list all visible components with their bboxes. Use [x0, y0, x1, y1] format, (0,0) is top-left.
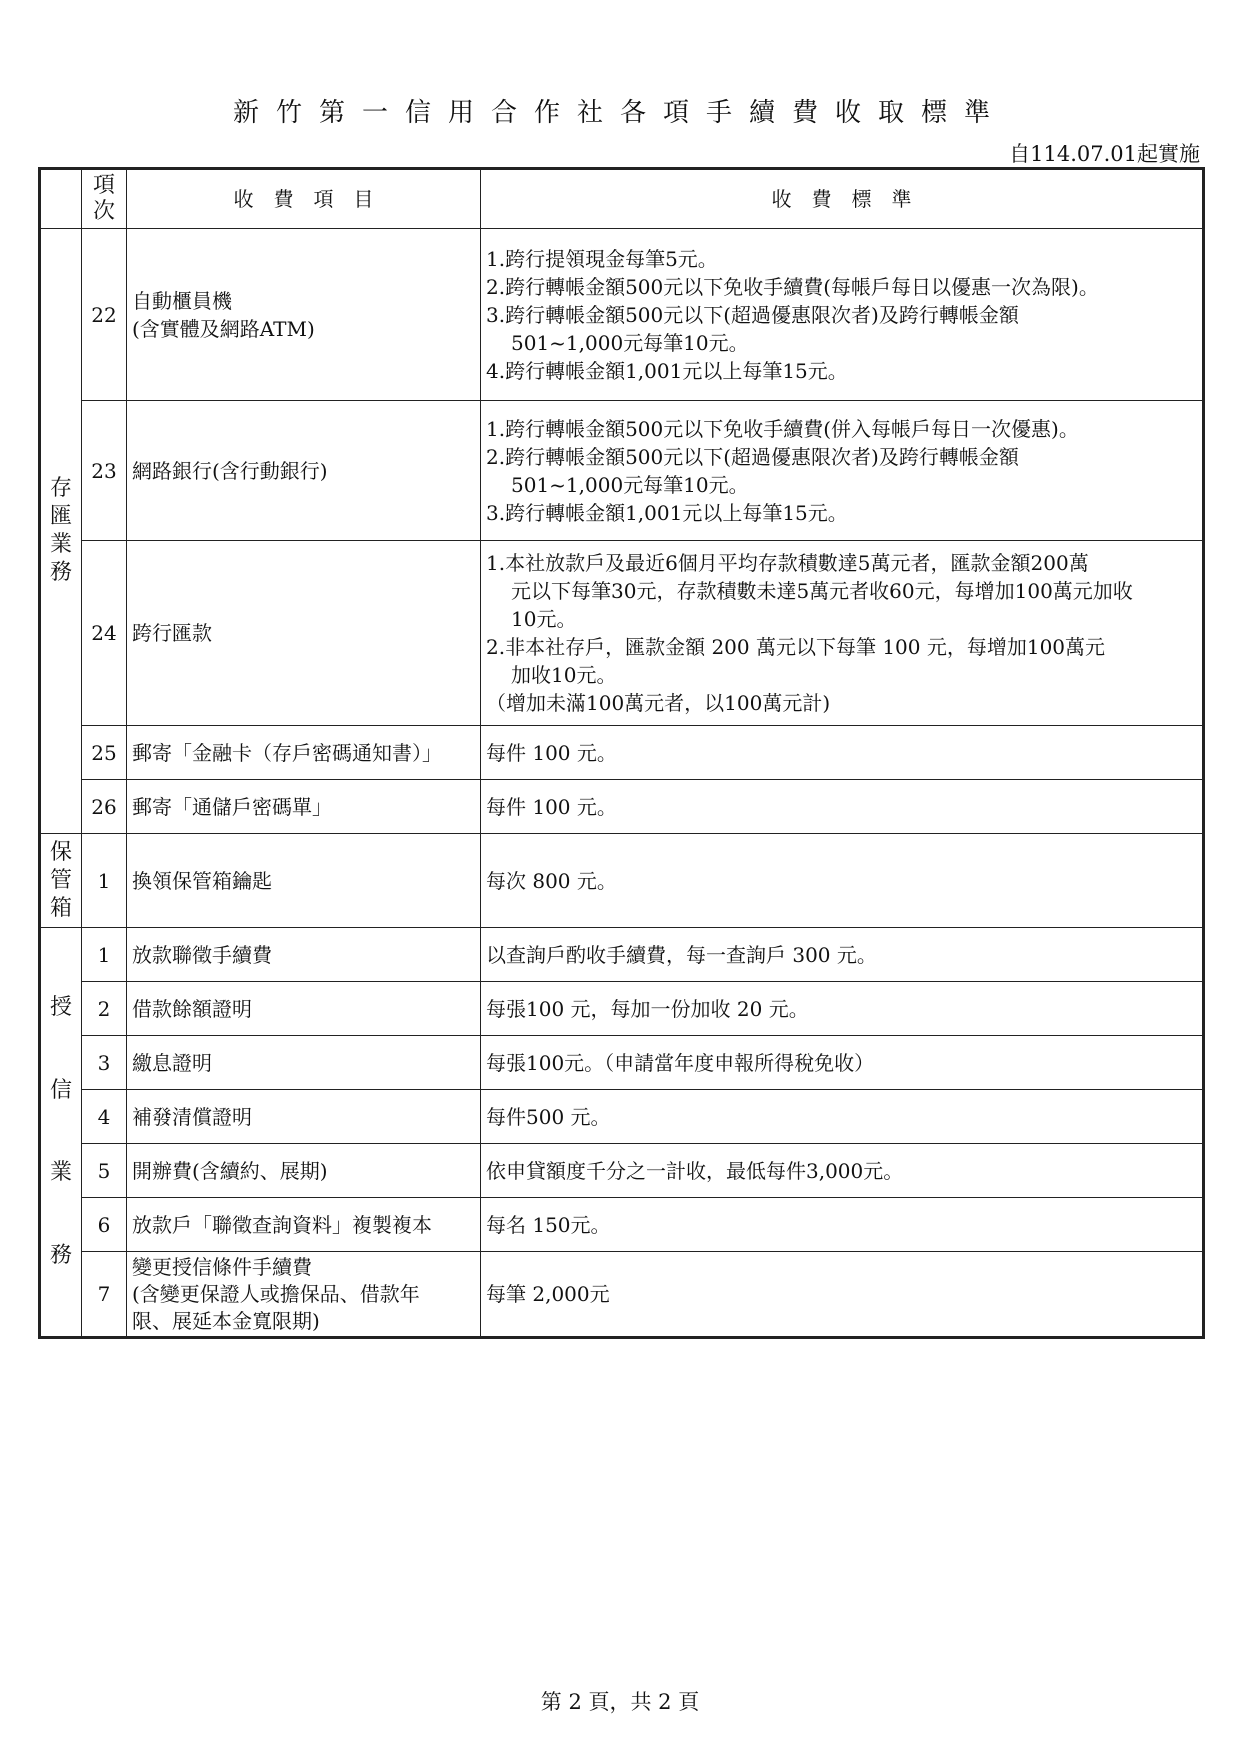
cat-char: 信	[49, 1077, 72, 1103]
row-no: 3	[82, 1036, 127, 1090]
table-row	[40, 982, 1204, 1036]
row-no: 5	[82, 1144, 127, 1198]
table-row	[40, 1144, 1204, 1198]
cat-char: 保	[49, 839, 72, 865]
cat-char: 存	[49, 476, 72, 501]
std-line: 4.跨行轉帳金額1,001元以上每筆15元。	[486, 358, 848, 383]
category-deposit-label	[46, 475, 76, 587]
row-item: 網路銀行(含行動銀行)	[127, 401, 481, 541]
row-item: 借款餘額證明	[127, 982, 481, 1036]
std-line: 2.跨行轉帳金額500元以下免收手續費(每帳戶每日以優惠一次為限)。	[486, 274, 1099, 299]
fee-table	[38, 167, 1205, 1339]
std-line: 1.跨行提領現金每筆5元。	[486, 246, 718, 271]
row-standard: 依申貸額度千分之一計收，最低每件3,000元。	[481, 1144, 1204, 1198]
table-row	[40, 928, 1204, 982]
row-standard: 每次 800 元。	[481, 834, 1204, 928]
row-no: 6	[82, 1198, 127, 1252]
row-item: 郵寄「通儲戶密碼單」	[127, 780, 481, 834]
cat-char: 業	[49, 532, 72, 557]
row-standard: 每筆 2,000元	[481, 1252, 1204, 1338]
row-standard	[481, 401, 1204, 541]
std-line: （增加未滿100萬元者，以100萬元計)	[486, 691, 831, 715]
category-deposit	[40, 229, 82, 834]
row-item-line: 限、展延本金寬限期)	[132, 1308, 320, 1333]
row-standard: 每件 100 元。	[481, 780, 1204, 834]
row-no: 2	[82, 982, 127, 1036]
table-row	[40, 780, 1204, 834]
table-row	[40, 1036, 1204, 1090]
std-line: 2.跨行轉帳金額500元以下(超過優惠限次者)及跨行轉帳金額	[486, 444, 1019, 469]
table-row	[40, 541, 1204, 726]
std-line: 2.非本社存戶，匯款金額 200 萬元以下每筆 100 元，每增加100萬元	[486, 635, 1106, 659]
cat-char: 業	[49, 1160, 72, 1186]
row-standard: 以查詢戶酌收手續費，每一查詢戶 300 元。	[481, 928, 1204, 982]
std-line: 3.跨行轉帳金額500元以下(超過優惠限次者)及跨行轉帳金額	[486, 302, 1019, 327]
cat-char: 務	[49, 1242, 72, 1268]
cat-char: 務	[49, 560, 72, 585]
row-standard: 每張100 元，每加一份加收 20 元。	[481, 982, 1204, 1036]
row-item	[127, 1252, 481, 1338]
std-line: 1.本社放款戶及最近6個月平均存款積數達5萬元者，匯款金額200萬	[486, 551, 1089, 575]
row-standard: 每件 100 元。	[481, 726, 1204, 780]
table-row	[40, 1090, 1204, 1144]
row-no: 24	[82, 541, 127, 726]
row-standard: 每件500 元。	[481, 1090, 1204, 1144]
row-item-line: (含實體及網路ATM)	[132, 316, 315, 341]
row-no: 4	[82, 1090, 127, 1144]
table-row	[40, 726, 1204, 780]
row-item: 補發清償證明	[127, 1090, 481, 1144]
std-line: 元以下每筆30元，存款積數未達5萬元者收60元，每增加100萬元加收	[511, 579, 1133, 603]
row-standard	[481, 229, 1204, 401]
cat-char: 匯	[49, 504, 72, 529]
cat-char: 箱	[49, 895, 72, 921]
row-item: 放款戶「聯徵查詢資料」複製複本	[127, 1198, 481, 1252]
row-item-line: 自動櫃員機	[132, 288, 232, 313]
row-item: 郵寄「金融卡（存戶密碼通知書）」	[127, 726, 481, 780]
category-safebox	[40, 834, 82, 928]
row-item: 繳息證明	[127, 1036, 481, 1090]
page-footer: 第 2 頁，共 2 頁	[540, 1690, 700, 1714]
table-row	[40, 1198, 1204, 1252]
table-row	[40, 229, 1204, 401]
row-standard: 每張100元。（申請當年度申報所得稅免收）	[481, 1036, 1204, 1090]
row-item: 換領保管箱鑰匙	[127, 834, 481, 928]
header-standard: 收 費 標 準	[481, 169, 1204, 229]
row-standard: 每名 150元。	[481, 1198, 1204, 1252]
table-header-row	[40, 169, 1204, 229]
header-no: 項次	[82, 169, 127, 229]
row-no: 1	[82, 834, 127, 928]
row-item-line: (含變更保證人或擔保品、借款年	[132, 1281, 420, 1306]
table-row	[40, 1252, 1204, 1338]
row-no: 26	[82, 780, 127, 834]
header-item: 收 費 項 目	[127, 169, 481, 229]
category-credit	[40, 928, 82, 1338]
table-row	[40, 834, 1204, 928]
std-line: 501~1,000元每筆10元。	[511, 472, 749, 497]
page-title: 新竹第一信用合作社各項手續費收取標準	[232, 98, 1007, 128]
category-safebox-label	[46, 839, 76, 923]
row-no: 22	[82, 229, 127, 401]
header-category	[40, 169, 82, 229]
row-no: 23	[82, 401, 127, 541]
row-no: 1	[82, 928, 127, 982]
row-item	[127, 229, 481, 401]
std-line: 1.跨行轉帳金額500元以下免收手續費(併入每帳戶每日一次優惠)。	[486, 416, 1079, 441]
row-no: 7	[82, 1252, 127, 1338]
std-line: 加收10元。	[511, 663, 617, 687]
category-credit-label	[46, 967, 76, 1297]
cat-char: 管	[49, 867, 72, 893]
row-item: 跨行匯款	[127, 541, 481, 726]
std-line: 3.跨行轉帳金額1,001元以上每筆15元。	[486, 500, 848, 525]
row-item: 放款聯徵手續費	[127, 928, 481, 982]
row-item: 開辦費(含續約、展期)	[127, 1144, 481, 1198]
table-row	[40, 401, 1204, 541]
cat-char: 授	[49, 995, 72, 1021]
row-standard	[481, 541, 1204, 726]
row-no: 25	[82, 726, 127, 780]
std-line: 10元。	[511, 607, 577, 631]
std-line: 501~1,000元每筆10元。	[511, 330, 749, 355]
row-item-line: 變更授信條件手續費	[132, 1254, 312, 1279]
effective-date: 自114.07.01起實施	[1009, 142, 1200, 166]
